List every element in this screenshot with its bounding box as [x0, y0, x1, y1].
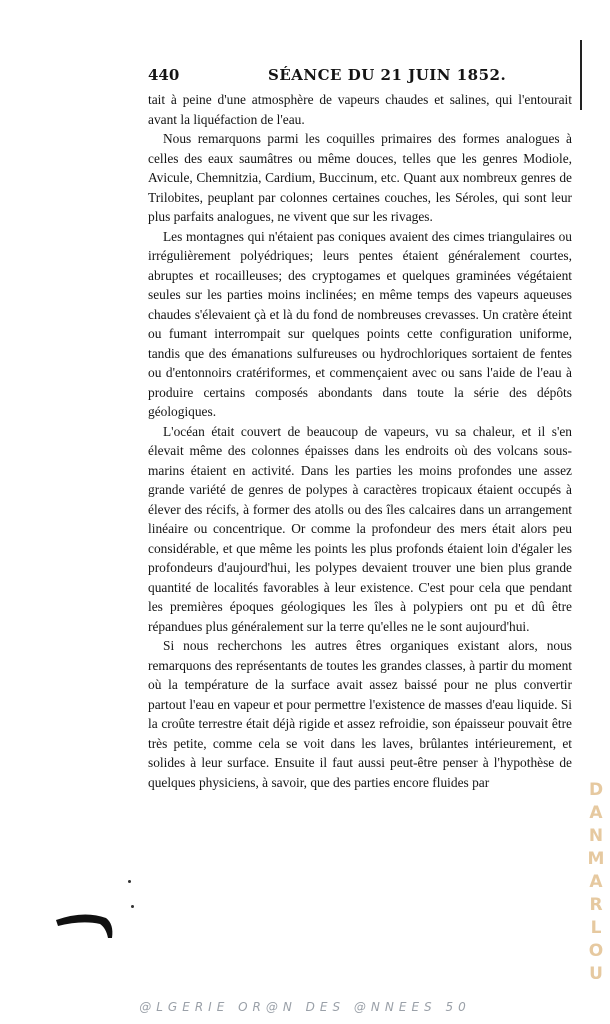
page-number: 440: [148, 66, 180, 84]
vertical-watermark: DANMARLOU: [586, 780, 606, 987]
paragraph: Si nous recherchons les autres êtres organiques existant alors, nous remarquons des représentants de toutes les grandes classes, à partir du moment où la température de la surface avait assez baissé pour ne plus convertir partout l'eau en vapeur et pour permettre l'existence de masses d'eau liquide. Si la croûte terrestre était déjà rigide et assez refroidie, son épaisseur pouvait être très petite, comme cela se voit dans les laves, brûlantes intérieurement, et solides à leur surface. Ensuite il faut aussi peut-être penser à l'hypothèse de quelques physiciens, à savoir, que des parties encore fluides par: [148, 638, 572, 790]
paragraph: Les montagnes qui n'étaient pas coniques avaient des cimes triangulaires ou irrégulièrement polyédriques; leurs pentes étaient généralement courtes, abruptes et rocailleuses; des cryptogames et quelques graminées végétaient seules sur les parties moins inclinées; en même temps des vapeurs aqueuses chaudes s'élevaient çà et là du fond de nombreuses crevasses. Un cratère éteint ou fumant interrompait sur quelques points cette configuration uniforme, tandis que des émanations sulfureuses ou hydrochloriques sortaient de fentes ou d'entonnoirs cratériformes, et commençaient avec ou sans l'aide de l'eau à produire certains composés abondants dans toute la série des dépôts géologiques.: [148, 228, 572, 419]
running-title: SÉANCE DU 21 JUIN 1852.: [268, 66, 507, 84]
paragraph: Nous remarquons parmi les coquilles primaires des formes analogues à celles des eaux saumâtres ou même douces, telles que les genres Modiole, Avicule, Chemnitzia, Cardium, Buccinum, etc. Quant aux nombreux genres de Trilobites, peuplant par colonnes certaines couches, les Séroles, qui sont leur plus parfaits analogues, ne vivent que sur les rivages.: [148, 131, 572, 224]
paragraph: L'océan était couvert de beaucoup de vapeurs, vu sa chaleur, et il s'en élevait même des colonnes épaisses dans les endroits où des volcans sous-marins étaient en activité. Dans les parties les moins profondes une assez grande variété de genres de polypes à caractères tropicaux étaient occupés à élever des récifs, à former des atolls ou des îles calcaires dans un arrangement linéaire ou concentrique. Or comme la profondeur des mers était alors peu considérable, et que même les points les plus profonds étaient loin d'égaler les profondeurs d'aujourd'hui, les polypes devaient trouver une bien plus grande quantité de localités favorables à leur existence. C'est pour cela que pendant les premières époques géologiques les îles à polypiers ont pu et dû être répandues plus généralement sur la terre qu'elles ne le sont aujourd'hui.: [148, 423, 572, 634]
paragraph-continuation: tait à peine d'une atmosphère de vapeurs chaudes et salines, qui l'entourait avant la liquéfaction de l'eau.: [148, 92, 572, 127]
margin-rule: [580, 40, 582, 110]
page-header: [148, 66, 568, 86]
ink-speck: [128, 880, 131, 883]
footer-watermark: @LGERIE OR@N DES @NNEES 50: [139, 1000, 471, 1014]
ink-hook-mark: [54, 910, 116, 940]
ink-speck: [131, 905, 134, 908]
text-body: [148, 90, 572, 792]
